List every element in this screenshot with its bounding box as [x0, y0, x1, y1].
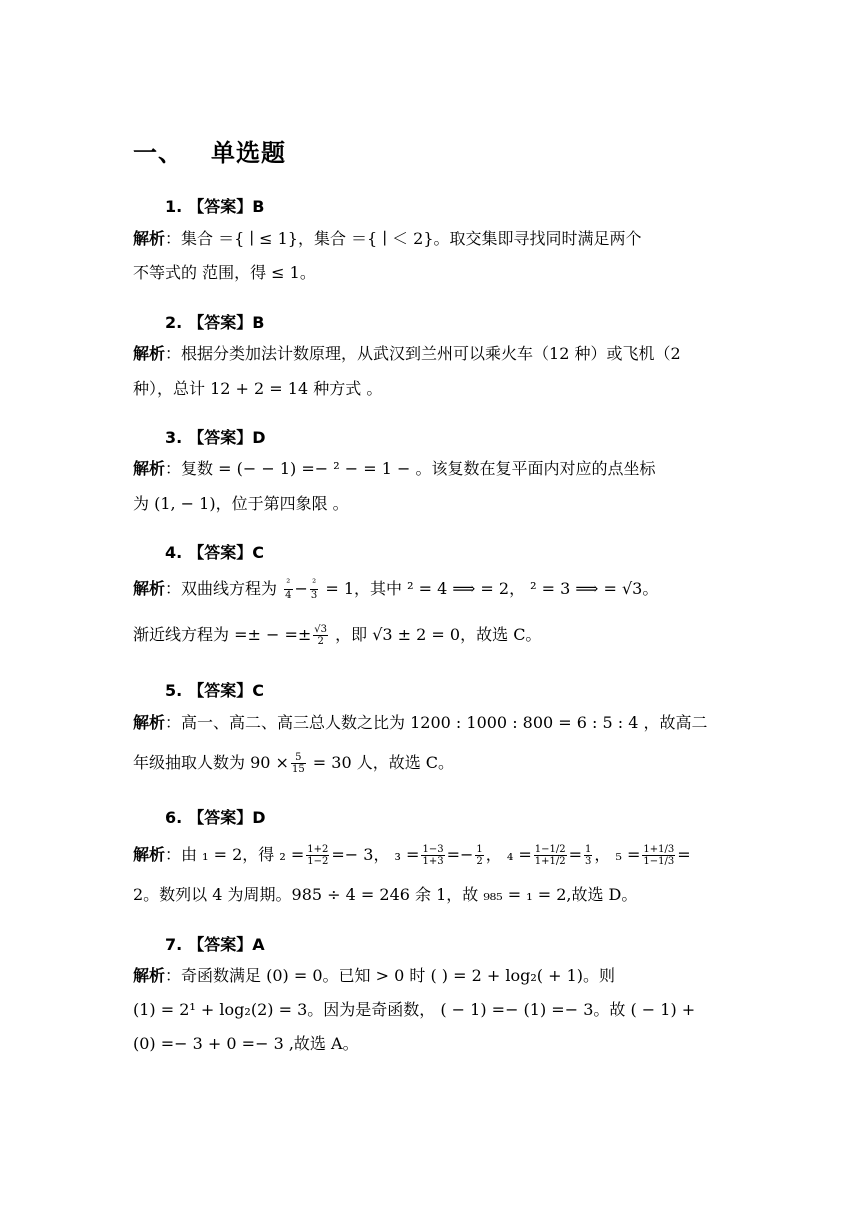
- analysis-label: 解析: [133, 713, 166, 732]
- answer-label: 【答案】: [188, 808, 253, 827]
- analysis-line: [133, 966, 615, 986]
- analysis-line: [133, 713, 708, 733]
- answer-header: [165, 932, 265, 955]
- answer-value: C: [252, 543, 264, 562]
- analysis-text: =: [677, 845, 691, 864]
- fraction-numerator: 1−1/2: [534, 844, 566, 855]
- fraction: [421, 844, 444, 867]
- analysis-label: 解析: [133, 845, 166, 864]
- fraction-numerator: 1+2: [307, 844, 329, 855]
- fraction-denominator: 2: [476, 856, 483, 867]
- question-number: 7.: [165, 935, 183, 954]
- analysis-text: ：奇函数满足 (0) = 0。已知 > 0 时 ( ) = 2 + log₂( + 1)。则: [165, 966, 616, 985]
- analysis-line: [133, 844, 691, 867]
- analysis-label: 解析: [133, 229, 166, 248]
- analysis-text: ：高一、高二、高三总人数之比为 1200 : 1000 : 800 = 6 : 5 : 4 ，故高二: [165, 713, 708, 732]
- answer-value: A: [252, 935, 265, 954]
- question-number: 6.: [165, 808, 183, 827]
- fraction-denominator: 4: [285, 590, 292, 601]
- fraction: [310, 578, 318, 601]
- answer-header: [165, 678, 264, 701]
- answer-label: 【答案】: [188, 935, 253, 954]
- analysis-label: 解析: [133, 344, 166, 363]
- question-number: 4.: [165, 543, 183, 562]
- analysis-label: 解析: [133, 966, 166, 985]
- analysis-text: 年级抽取人数为 90 ×: [133, 753, 289, 772]
- fraction: [534, 844, 567, 867]
- fraction-numerator: 1−3: [422, 844, 444, 855]
- analysis-text: 渐近线方程为 =± − =±: [133, 625, 312, 644]
- analysis-text: =− 3， ₃ =: [331, 845, 420, 864]
- analysis-text: 2。数列以 4 为周期。985 ÷ 4 = 246 余 1，故 ₉₈₅ = ₁ = 2,故选 D。: [133, 885, 638, 904]
- answer-label: 【答案】: [188, 197, 253, 216]
- fraction: [642, 844, 675, 867]
- question-number: 3.: [165, 428, 183, 447]
- fraction-denominator: 1−1/3: [643, 856, 675, 867]
- fraction: [291, 752, 306, 775]
- analysis-line: 解析：双曲线方程为 $\frac{\text{²}}{4}$ − $\frac{\text{²}}{3}$ = 1，其中 ² = 4 ⟹ = 2， ² = 3 ⟹ = √3。: [133, 578, 659, 601]
- question-number: 1.: [165, 197, 183, 216]
- answer-header: [165, 805, 266, 828]
- answer-value: D: [252, 428, 266, 447]
- answer-label: 【答案】: [188, 428, 253, 447]
- analysis-text: ，即 √3 ± 2 = 0，故选 C。: [335, 625, 542, 644]
- analysis-text: = 1，其中 ² = 4 ⟹ = 2， ² = 3 ⟹ = √3。: [325, 579, 659, 598]
- analysis-line: [133, 229, 642, 249]
- analysis-line: [133, 459, 655, 479]
- analysis-line: [133, 885, 637, 905]
- analysis-text: =−: [446, 845, 474, 864]
- analysis-line: [133, 344, 681, 364]
- answer-label: 【答案】: [188, 313, 253, 332]
- question-number: 5.: [165, 681, 183, 700]
- fraction-numerator: √3: [314, 624, 328, 635]
- analysis-text: 不等式的 范围，得 ≤ 1。: [133, 263, 316, 282]
- analysis-text: ：根据分类加法计数原理，从武汉到兰州可以乘火车（12 种）或飞机（2: [165, 344, 681, 363]
- section-title: 单选题: [211, 139, 286, 167]
- fraction: [475, 844, 483, 867]
- fraction: [306, 844, 329, 867]
- fraction-numerator: 1+1/3: [643, 844, 675, 855]
- fraction-denominator: 3: [585, 856, 592, 867]
- answer-header: [165, 310, 264, 333]
- analysis-line: [133, 1000, 695, 1020]
- analysis-text: (1) = 2¹ + log₂(2) = 3。因为是奇函数， ( − 1) =− (1) =− 3。故 ( − 1) +: [133, 1000, 696, 1019]
- fraction-denominator: 1+3: [422, 856, 444, 867]
- fraction: [284, 578, 292, 601]
- analysis-text: ， ₅ =: [594, 845, 641, 864]
- answer-label: 【答案】: [188, 681, 253, 700]
- fraction-denominator: 1+1/2: [534, 856, 566, 867]
- fraction-denominator: 2: [317, 636, 324, 647]
- answer-value: B: [252, 313, 265, 332]
- answer-header: [165, 540, 264, 563]
- fraction-numerator: 5: [291, 752, 306, 764]
- answer-label: 【答案】: [188, 543, 253, 562]
- analysis-text: ：双曲线方程为: [165, 579, 278, 598]
- fraction-denominator: 1−2: [307, 856, 329, 867]
- analysis-text: ：由 ₁ = 2，得 ₂ =: [165, 845, 305, 864]
- analysis-text: ， ₄ =: [485, 845, 532, 864]
- analysis-line: [133, 752, 454, 775]
- answer-value: C: [252, 681, 264, 700]
- question-number: 2.: [165, 313, 183, 332]
- section-number: 一、: [133, 139, 183, 167]
- analysis-text: 为 (1, − 1)，位于第四象限 。: [133, 494, 349, 513]
- answer-header: [165, 425, 266, 448]
- analysis-line: [133, 624, 541, 647]
- fraction: [584, 844, 592, 867]
- analysis-line: [133, 379, 382, 399]
- fraction-numerator: 1: [585, 844, 592, 855]
- answer-value: D: [252, 808, 266, 827]
- section-heading: [133, 133, 286, 168]
- fraction-numerator: 1: [476, 844, 483, 855]
- analysis-label: 解析: [133, 579, 166, 598]
- analysis-text: ：集合 ＝{ ∣ ≤ 1}，集合 ＝{ ∣ ＜ 2}。取交集即寻找同时满足两个: [165, 229, 642, 248]
- analysis-line: [133, 263, 316, 283]
- analysis-text: (0) =− 3 + 0 =− 3 ,故选 A。: [133, 1034, 359, 1053]
- analysis-text: = 30 人，故选 C。: [312, 753, 455, 772]
- analysis-text: ：复数 = (− − 1) =− ² − = 1 − 。该复数在复平面内对应的点坐标: [165, 459, 656, 478]
- analysis-text: =: [568, 845, 583, 864]
- fraction-numerator: ²: [284, 578, 292, 590]
- answer-value: B: [252, 197, 265, 216]
- answer-header: [165, 194, 264, 217]
- analysis-line: [133, 494, 349, 514]
- analysis-label: 解析: [133, 459, 166, 478]
- fraction-denominator: 15: [291, 764, 305, 775]
- analysis-line: [133, 1034, 359, 1054]
- fraction-denominator: 3: [310, 590, 318, 601]
- analysis-text: 种），总计 12 + 2 = 14 种方式 。: [133, 379, 383, 398]
- fraction-numerator: ²: [310, 578, 318, 590]
- fraction: [313, 624, 328, 647]
